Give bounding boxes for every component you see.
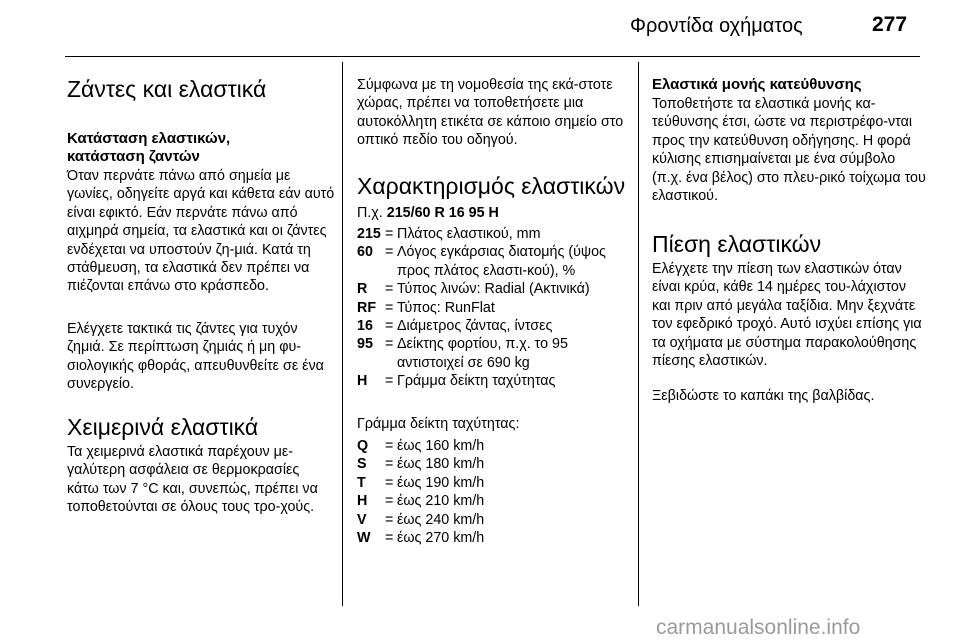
subheading-tyre-condition: Κατάσταση ελαστικών, κατάσταση ζαντών [67, 130, 231, 166]
entry-description: Γράμμα δείκτη ταχύτητας [397, 373, 556, 390]
entry-description: Λόγος εγκάρσιας διατομής (ύψος προς πλάτος ελαστι-κού), % [397, 244, 606, 279]
entry-key: Q [357, 438, 369, 454]
entry-key: H [357, 373, 368, 390]
entry-key: 60 [357, 244, 373, 261]
header-title: Φροντίδα οχήματος [630, 15, 803, 37]
section-heading-winter-tyres: Χειμερινά ελαστικά [67, 414, 259, 440]
equals-sign: = [385, 474, 394, 491]
speed-index-intro: Γράμμα δείκτη ταχύτητας: [357, 416, 520, 432]
entry-key: R [357, 281, 368, 298]
header-rule [65, 56, 920, 57]
equals-sign: = [385, 299, 394, 316]
designation-row [357, 335, 629, 372]
entry-description: έως 190 km/h [397, 474, 485, 491]
entry-description: Δείκτης φορτίου, π.χ. το 95 αντιστοιχεί σε 690 kg [397, 336, 568, 371]
paragraph-condition-1: Όταν περνάτε πάνω από σημεία με γωνίες, οδηγείτε αργά και κάθετα εάν αυτό είναι εφικτό. Εάν περνάτε πάνω από αιχμηρά σημεία, τα ελαστικά και οι ζάντες ενδέχεται να υποστούν ζη-μιά. Κατά τη στάθμευση, τα ελαστικά δεν πρέπει να πιέζονται επάνω στο κράσπεδο. [67, 168, 335, 295]
section-heading-wheels-tyres: Ζάντες και ελαστικά [67, 76, 267, 102]
equals-sign: = [385, 244, 394, 261]
entry-key: 16 [357, 318, 373, 335]
paragraph-winter-tyres: Τα χειμερινά ελαστικά παρέχουν με-γαλύτερη ασφάλεια σε θερμοκρασίες κάτω των 7 °C και, συνεπώς, πρέπει να τοποθετούνται σε όλους τους τρο-χούς. [67, 444, 318, 516]
designation-row [357, 280, 629, 298]
designation-row [357, 243, 629, 280]
entry-key: 95 [357, 336, 373, 353]
designation-row [357, 299, 629, 317]
column-divider [342, 62, 343, 606]
entry-description: Τύπος: RunFlat [397, 299, 495, 316]
entry-description: έως 160 km/h [397, 438, 485, 454]
entry-description: Διάμετρος ζάντας, ίντσες [397, 318, 553, 335]
entry-key: S [357, 456, 367, 473]
equals-sign: = [385, 438, 394, 454]
paragraph-pressure-1: Ελέγχετε την πίεση των ελαστικών όταν είναι κρύα, κάθε 14 ημέρες του-λάχιστον και πριν από μεγάλα ταξίδια. Μην ξεχνάτε τον εφεδρικό τροχό. Αυτό ισχύει επίσης για τα οχήματα με σύστημα παρακολούθησης πίεσης ελαστικών. [652, 261, 922, 370]
entry-description: έως 240 km/h [397, 511, 485, 528]
entry-description: έως 270 km/h [397, 530, 485, 547]
equals-sign: = [385, 511, 394, 528]
designation-list [357, 225, 629, 391]
entry-key: 215 [357, 226, 381, 242]
paragraph-directional-tyres: Τοποθετήστε τα ελαστικά μονής κα-τεύθυνσης έτσι, ώστε να περιστρέφο-νται προς την κατεύθυνση οδήγησης. Η φορά κύλισης επισημαίνεται με ένα σύμβολο (π.χ. ένα βέλος) στο πλευ-ρικό τοίχωμα του ελαστικού. [652, 96, 926, 205]
entry-description: έως 210 km/h [397, 493, 485, 510]
entry-key: T [357, 474, 366, 491]
speed-index-row [357, 511, 629, 529]
paragraph-condition-2: Ελέγχετε τακτικά τις ζάντες για τυχόν ζημιά. Σε περίπτωση ζημιάς ή μη φυ-σιολογικής φθοράς, απευθυνθείτε σε ένα συνεργείο. [67, 321, 324, 393]
speed-index-row [357, 455, 629, 473]
equals-sign: = [385, 373, 394, 390]
entry-description: έως 180 km/h [397, 456, 485, 473]
entry-description: Πλάτος ελαστικού, mm [397, 226, 541, 242]
designation-example [357, 204, 499, 222]
equals-sign: = [385, 456, 394, 473]
paragraph-law-label: Σύμφωνα με τη νομοθεσία της εκά-στοτε χώρας, πρέπει να τοποθετήσετε μια αυτοκόλλητη ετικέτα σε κάποιο σημείο στο οπτικό πεδίο του οδηγού. [357, 77, 624, 149]
paragraph-pressure-2: Ξεβιδώστε το καπάκι της βαλβίδας. [652, 388, 875, 404]
example-prefix: Π.χ. [357, 205, 387, 221]
speed-index-list [357, 437, 629, 547]
equals-sign: = [385, 493, 394, 510]
speed-index-row [357, 437, 629, 455]
speed-index-row [357, 474, 629, 492]
equals-sign: = [385, 336, 394, 353]
page-number: 277 [872, 13, 908, 36]
watermark: carmanualsonline.info [656, 616, 861, 639]
entry-key: V [357, 511, 367, 528]
designation-row [357, 225, 629, 243]
example-code: 215/60 R 16 95 H [386, 205, 499, 221]
designation-row [357, 372, 629, 390]
speed-index-row [357, 492, 629, 510]
designation-row [357, 317, 629, 335]
subheading-directional-tyres: Ελαστικά μονής κατεύθυνσης [652, 76, 862, 93]
entry-key: H [357, 493, 368, 510]
entry-key: W [357, 530, 371, 547]
equals-sign: = [385, 281, 394, 298]
equals-sign: = [385, 226, 394, 242]
equals-sign: = [385, 530, 394, 547]
equals-sign: = [385, 318, 394, 335]
entry-key: RF [357, 299, 377, 316]
section-heading-tyre-designation: Χαρακτηρισμός ελαστικών [357, 173, 626, 199]
section-heading-tyre-pressure: Πίεση ελαστικών [652, 231, 822, 257]
entry-description: Τύπος λινών: Radial (Ακτινικά) [397, 281, 590, 298]
speed-index-row [357, 529, 629, 547]
column-divider [638, 62, 639, 606]
